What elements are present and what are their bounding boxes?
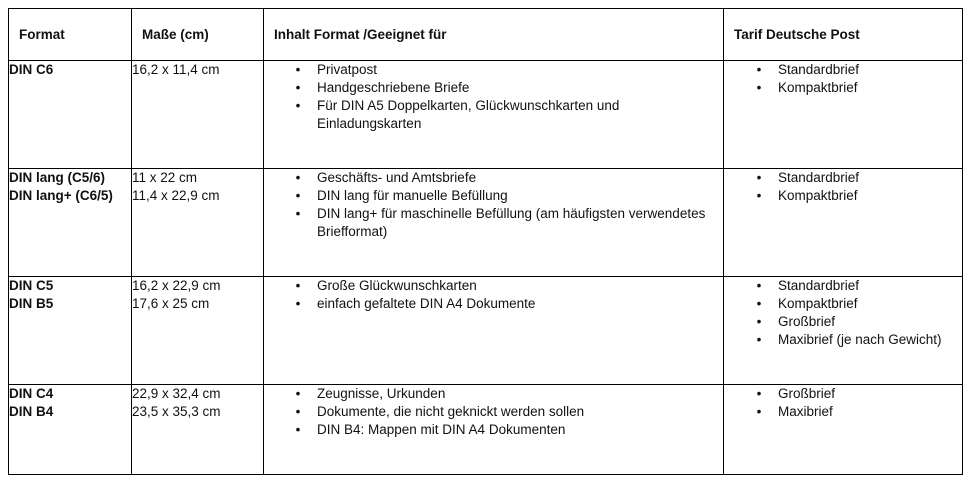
- size-value: 11 x 22 cm: [132, 170, 198, 185]
- bullet-icon: •: [295, 62, 301, 77]
- header-content: Inhalt Format /Geeignet für: [264, 9, 724, 61]
- list-item-text: Privatpost: [317, 62, 378, 77]
- list-item: [292, 295, 723, 313]
- bullet-icon: •: [756, 188, 762, 203]
- content-list: [292, 385, 723, 439]
- bullet-icon: •: [295, 386, 301, 401]
- content-cell: [264, 169, 724, 277]
- list-item: [292, 79, 723, 97]
- bullet-icon: •: [295, 278, 301, 293]
- list-item-text: Standardbrief: [778, 278, 860, 293]
- format-cell: [9, 61, 132, 169]
- bullet-icon: •: [756, 62, 762, 77]
- list-item: [753, 313, 962, 331]
- format-cell: [9, 277, 132, 385]
- size-value: 17,6 x 25 cm: [132, 296, 210, 311]
- list-item-text: Kompaktbrief: [778, 296, 858, 311]
- bullet-icon: •: [756, 386, 762, 401]
- bullet-icon: •: [756, 404, 762, 419]
- list-item: [753, 385, 962, 403]
- format-name: DIN C6: [9, 62, 54, 77]
- bullet-icon: •: [756, 80, 762, 95]
- list-item-text: Großbrief: [778, 386, 836, 401]
- list-item: [292, 421, 723, 439]
- table-row-din-c4: [9, 385, 963, 475]
- bullet-icon: •: [295, 422, 301, 437]
- list-item: [753, 169, 962, 187]
- header-row: [9, 9, 963, 61]
- header-size: Maße (cm): [132, 9, 264, 61]
- table-row-din-c6: [9, 61, 963, 169]
- header-format: Format: [9, 9, 132, 61]
- format-name: DIN C4: [9, 386, 54, 401]
- tariff-cell: [724, 277, 963, 385]
- content-cell: [264, 277, 724, 385]
- bullet-icon: •: [295, 170, 301, 185]
- content-cell: [264, 61, 724, 169]
- list-item: [753, 187, 962, 205]
- tariff-cell: [724, 169, 963, 277]
- tariff-list: [753, 277, 962, 349]
- list-item: [292, 169, 723, 187]
- bullet-icon: •: [756, 170, 762, 185]
- table-row-din-lang: [9, 169, 963, 277]
- list-item: [292, 187, 723, 205]
- list-item: [292, 277, 723, 295]
- size-value: 16,2 x 11,4 cm: [132, 62, 220, 77]
- format-cell: [9, 385, 132, 475]
- list-item: [753, 295, 962, 313]
- format-name: DIN C5: [9, 278, 54, 293]
- content-cell: [264, 385, 724, 475]
- envelope-format-table: [8, 8, 963, 475]
- size-value: 23,5 x 35,3 cm: [132, 404, 221, 419]
- size-cell: [132, 277, 264, 385]
- list-item-text: Große Glückwunschkarten: [317, 278, 477, 293]
- list-item-text: Maxibrief (je nach Gewicht): [778, 332, 942, 347]
- bullet-icon: •: [295, 98, 301, 113]
- size-value: 22,9 x 32,4 cm: [132, 386, 221, 401]
- tariff-cell: [724, 61, 963, 169]
- content-list: [292, 61, 723, 133]
- list-item-text: Standardbrief: [778, 62, 860, 77]
- list-item: [292, 97, 723, 133]
- list-item: [753, 403, 962, 421]
- bullet-icon: •: [756, 278, 762, 293]
- bullet-icon: •: [295, 80, 301, 95]
- size-cell: [132, 61, 264, 169]
- list-item-text: Handgeschriebene Briefe: [317, 80, 470, 95]
- format-name: DIN lang+ (C6/5): [9, 188, 113, 203]
- tariff-list: [753, 385, 962, 421]
- list-item-text: Kompaktbrief: [778, 188, 858, 203]
- list-item: [753, 61, 962, 79]
- tariff-list: [753, 61, 962, 97]
- list-item-text: Standardbrief: [778, 170, 860, 185]
- list-item-text: Maxibrief: [778, 404, 833, 419]
- list-item: [292, 385, 723, 403]
- list-item-text: Geschäfts- und Amtsbriefe: [317, 170, 477, 185]
- size-cell: [132, 385, 264, 475]
- content-list: [292, 277, 723, 313]
- size-cell: [132, 169, 264, 277]
- format-name: DIN B5: [9, 296, 54, 311]
- list-item-text: einfach gefaltete DIN A4 Dokumente: [317, 296, 536, 311]
- list-item: [292, 205, 723, 241]
- format-name: DIN lang (C5/6): [9, 170, 106, 185]
- tariff-list: [753, 169, 962, 205]
- size-value: 16,2 x 22,9 cm: [132, 278, 221, 293]
- header-tariff: Tarif Deutsche Post: [724, 9, 963, 61]
- tariff-cell: [724, 385, 963, 475]
- format-name: DIN B4: [9, 404, 54, 419]
- list-item: [292, 403, 723, 421]
- list-item-text: Dokumente, die nicht geknickt werden sollen: [317, 404, 585, 419]
- list-item-text: Kompaktbrief: [778, 80, 858, 95]
- list-item-text: Für DIN A5 Doppelkarten, Glückwunschkarten und Einladungskarten: [317, 98, 620, 131]
- bullet-icon: •: [756, 296, 762, 311]
- format-cell: [9, 169, 132, 277]
- content-list: [292, 169, 723, 241]
- bullet-icon: •: [295, 206, 301, 221]
- list-item-text: DIN lang+ für maschinelle Befüllung (am häufigsten verwendetes Briefformat): [317, 206, 706, 239]
- bullet-icon: •: [295, 296, 301, 311]
- size-value: 11,4 x 22,9 cm: [132, 188, 220, 203]
- bullet-icon: •: [295, 188, 301, 203]
- bullet-icon: •: [295, 404, 301, 419]
- list-item: [753, 331, 962, 349]
- table-row-din-c5: [9, 277, 963, 385]
- bullet-icon: •: [756, 332, 762, 347]
- list-item: [292, 61, 723, 79]
- list-item: [753, 277, 962, 295]
- list-item-text: DIN lang für manuelle Befüllung: [317, 188, 508, 203]
- bullet-icon: •: [756, 314, 762, 329]
- list-item-text: Zeugnisse, Urkunden: [317, 386, 446, 401]
- list-item-text: DIN B4: Mappen mit DIN A4 Dokumenten: [317, 422, 566, 437]
- list-item: [753, 79, 962, 97]
- list-item-text: Großbrief: [778, 314, 836, 329]
